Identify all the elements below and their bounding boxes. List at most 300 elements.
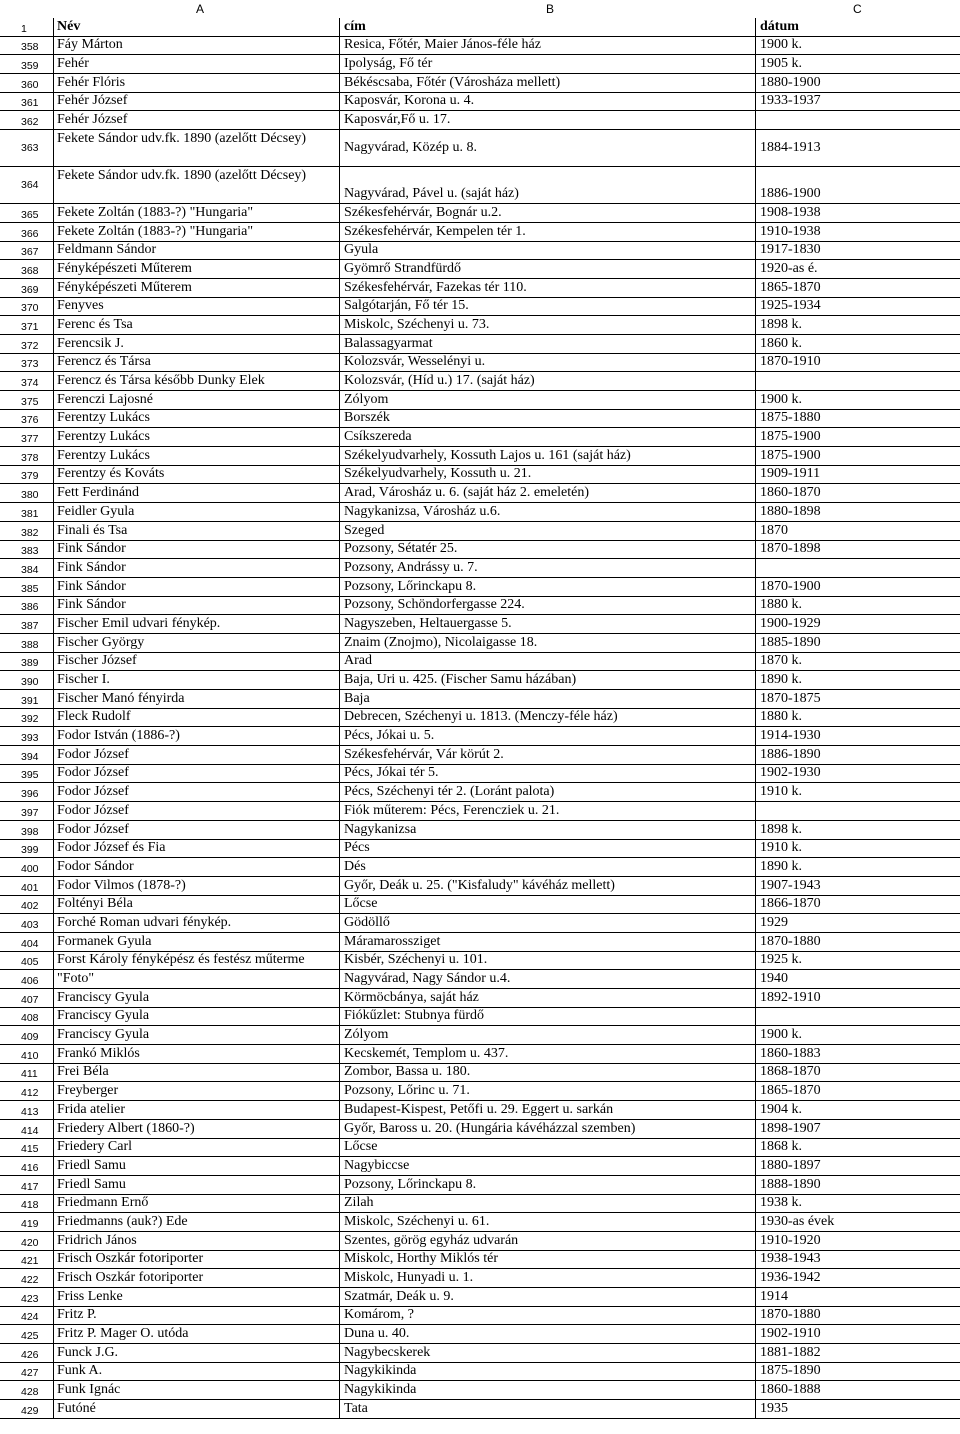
address-cell[interactable]: Szentes, görög egyház udvarán	[340, 1232, 756, 1250]
date-cell[interactable]: 1870-1880	[760, 933, 821, 949]
address-cell[interactable]: Resica, Főtér, Maier János-féle ház	[340, 37, 756, 55]
address-cell[interactable]: Zombor, Bassa u. 180.	[340, 1064, 756, 1082]
date-cell[interactable]: 1870-1875	[760, 690, 821, 706]
date-cell[interactable]: 1910-1920	[760, 1232, 821, 1248]
address-cell[interactable]: Zólyom	[340, 391, 756, 409]
date-cell[interactable]: 1890 k.	[760, 672, 802, 687]
date-cell[interactable]	[756, 1008, 960, 1026]
row-number[interactable]: 396	[0, 783, 54, 801]
address-cell[interactable]: Székesfehérvár, Bognár u.2.	[340, 204, 756, 222]
name-cell[interactable]: Fink Sándor	[54, 597, 340, 615]
address-cell[interactable]: Miskolc, Horthy Miklós tér	[340, 1251, 756, 1269]
row-number[interactable]: 393	[0, 727, 54, 745]
date-cell[interactable]: 1886-1890	[760, 746, 821, 762]
row-number[interactable]: 398	[0, 821, 54, 839]
address-cell[interactable]: Pozsony, Lőrinckapu 8.	[340, 1176, 756, 1194]
row-number[interactable]: 399	[0, 840, 54, 858]
name-cell[interactable]: Friedl Samu	[54, 1157, 340, 1175]
row-number[interactable]: 378	[0, 447, 54, 465]
date-cell[interactable]: 1881-1882	[760, 1344, 821, 1360]
date-cell[interactable]: 1902-1910	[760, 1326, 821, 1342]
date-cell[interactable]: 1902-1930	[760, 765, 821, 781]
row-number[interactable]: 373	[0, 354, 54, 372]
name-cell[interactable]: Fekete Zoltán (1883-?) "Hungaria"	[54, 204, 340, 222]
date-cell[interactable]: 1880 k.	[760, 597, 802, 613]
name-cell[interactable]: Fodor Sándor	[54, 858, 340, 876]
row-number[interactable]: 382	[0, 522, 54, 540]
date-cell[interactable]: 1900 k.	[760, 391, 802, 407]
address-cell[interactable]: Kaposvár, Korona u. 4.	[340, 93, 756, 111]
address-cell[interactable]: Székelyudvarhely, Kossuth u. 21.	[340, 466, 756, 484]
name-cell[interactable]: Fischer József	[54, 653, 340, 671]
column-letter-c[interactable]: C	[853, 2, 862, 16]
date-cell[interactable]: 1890 k.	[760, 858, 802, 874]
date-cell[interactable]	[756, 559, 960, 577]
row-number[interactable]: 391	[0, 690, 54, 708]
row-number[interactable]: 376	[0, 410, 54, 428]
row-number[interactable]: 375	[0, 391, 54, 409]
date-cell[interactable]: 1898 k.	[760, 821, 802, 837]
name-cell[interactable]: Formanek Gyula	[54, 933, 340, 951]
row-number[interactable]: 418	[0, 1195, 54, 1213]
name-cell[interactable]: Frida atelier	[54, 1101, 340, 1119]
address-cell[interactable]: Arad, Városház u. 6. (saját ház 2. emeletén)	[340, 484, 756, 502]
name-cell[interactable]: Fekete Zoltán (1883-?) "Hungaria"	[54, 223, 340, 241]
date-cell[interactable]: 1910-1938	[760, 223, 821, 239]
date-cell[interactable]: 1886-1900	[760, 186, 821, 202]
date-cell[interactable]: 1940	[760, 971, 788, 986]
address-cell[interactable]: Pozsony, Lőrinckapu 8.	[340, 578, 756, 596]
address-cell[interactable]: Kolozsvár, Wesselényi u.	[340, 354, 756, 372]
column-letter-b[interactable]: B	[546, 2, 555, 16]
name-cell[interactable]: Fischer György	[54, 634, 340, 652]
address-cell[interactable]: Duna u. 40.	[340, 1325, 756, 1343]
row-number[interactable]: 425	[0, 1325, 54, 1343]
name-cell[interactable]: Friedery Carl	[54, 1139, 340, 1157]
address-cell[interactable]: Nagyvárad, Közép u. 8.	[340, 130, 756, 166]
date-cell[interactable]: 1909-1911	[760, 466, 821, 482]
address-cell[interactable]: Budapest-Kispest, Petőfi u. 29. Eggert u. sarkán	[340, 1101, 756, 1119]
date-cell[interactable]: 1917-1830	[760, 242, 821, 258]
name-cell[interactable]: Fodor József	[54, 765, 340, 783]
name-cell[interactable]: Fehér József	[54, 111, 340, 129]
address-cell[interactable]: Gyömrő Strandfürdő	[340, 260, 756, 278]
row-number[interactable]: 394	[0, 746, 54, 764]
address-cell[interactable]: Lőcse	[340, 1139, 756, 1157]
row-number[interactable]: 410	[0, 1045, 54, 1063]
name-cell[interactable]: Franciscy Gyula	[54, 1008, 340, 1026]
row-number[interactable]: 428	[0, 1381, 54, 1399]
address-cell[interactable]: Znaim (Znojmo), Nicolaigasse 18.	[340, 634, 756, 652]
row-number[interactable]: 385	[0, 578, 54, 596]
address-cell[interactable]: Nagyvárad, Pável u. (saját ház)	[340, 167, 756, 203]
row-number[interactable]: 405	[0, 952, 54, 970]
date-cell[interactable]: 1860-1888	[760, 1382, 821, 1398]
name-cell[interactable]: Fischer Manó fényirda	[54, 690, 340, 708]
address-cell[interactable]: Dés	[340, 858, 756, 876]
date-cell[interactable]: 1898-1907	[760, 1120, 821, 1136]
name-cell[interactable]: Fodor István (1886-?)	[54, 727, 340, 745]
address-cell[interactable]: Pécs	[340, 840, 756, 858]
date-cell[interactable]: 1905 k.	[760, 56, 802, 72]
row-number[interactable]: 421	[0, 1251, 54, 1269]
row-number[interactable]: 411	[0, 1064, 54, 1082]
name-cell[interactable]: Fodor József	[54, 746, 340, 764]
date-cell[interactable]: 1875-1890	[760, 1363, 821, 1379]
row-number[interactable]: 403	[0, 914, 54, 932]
date-cell[interactable]: 1900-1929	[760, 615, 821, 631]
name-cell[interactable]: Fehér József	[54, 93, 340, 111]
address-cell[interactable]: Csíkszereda	[340, 428, 756, 446]
name-cell[interactable]: Forst Károly fényképész és festész műterme	[54, 952, 340, 970]
address-cell[interactable]: Baja, Uri u. 425. (Fischer Samu házában)	[340, 671, 756, 689]
date-cell[interactable]: 1907-1943	[760, 877, 821, 893]
row-number[interactable]: 381	[0, 503, 54, 521]
row-number[interactable]: 395	[0, 765, 54, 783]
date-cell[interactable]: 1875-1880	[760, 410, 821, 426]
address-cell[interactable]: Győr, Baross u. 20. (Hungária kávéházzal szemben)	[340, 1120, 756, 1138]
date-cell[interactable]: 1880 k.	[760, 709, 802, 725]
name-cell[interactable]: Ferencz és Társa	[54, 354, 340, 372]
row-number[interactable]: 429	[0, 1400, 54, 1418]
date-cell[interactable]: 1865-1870	[760, 279, 821, 295]
name-cell[interactable]: Funk Ignác	[54, 1381, 340, 1399]
date-cell[interactable]: 1933-1937	[760, 93, 821, 109]
name-cell[interactable]: Frankó Miklós	[54, 1045, 340, 1063]
date-cell[interactable]: 1870	[760, 522, 788, 538]
name-cell[interactable]: Fenyves	[54, 298, 340, 316]
name-cell[interactable]: Franciscy Gyula	[54, 989, 340, 1007]
address-cell[interactable]: Nagybecskerek	[340, 1344, 756, 1362]
date-cell[interactable]: 1870-1898	[760, 541, 821, 557]
address-cell[interactable]: Nagyszeben, Heltauergasse 5.	[340, 615, 756, 633]
name-cell[interactable]: Ferentzy Lukács	[54, 410, 340, 428]
date-cell[interactable]: 1938 k.	[760, 1195, 802, 1211]
address-cell[interactable]: Kaposvár,Fő u. 17.	[340, 111, 756, 129]
name-cell[interactable]: Fett Ferdinánd	[54, 484, 340, 502]
address-cell[interactable]: Arad	[340, 653, 756, 671]
name-cell[interactable]: Finali és Tsa	[54, 522, 340, 540]
name-cell[interactable]: Fodor József	[54, 802, 340, 820]
date-cell[interactable]: 1925-1934	[760, 298, 821, 314]
name-cell[interactable]: Foltényi Béla	[54, 896, 340, 914]
row-number[interactable]: 423	[0, 1288, 54, 1306]
address-cell[interactable]: Ipolyság, Fő tér	[340, 55, 756, 73]
date-cell[interactable]: 1908-1938	[760, 204, 821, 220]
table-row	[0, 1157, 960, 1176]
address-cell[interactable]: Lőcse	[340, 896, 756, 914]
row-number[interactable]: 383	[0, 541, 54, 559]
name-cell[interactable]: Fodor József	[54, 783, 340, 801]
date-cell[interactable]: 1860-1883	[760, 1045, 821, 1061]
row-number[interactable]: 412	[0, 1082, 54, 1100]
name-cell[interactable]: Fritz P. Mager O. utóda	[54, 1325, 340, 1343]
address-cell[interactable]: Szeged	[340, 522, 756, 540]
row-number[interactable]: 415	[0, 1139, 54, 1157]
name-cell[interactable]: Fink Sándor	[54, 541, 340, 559]
row-number[interactable]: 360	[0, 74, 54, 92]
name-cell[interactable]: Ferenc és Tsa	[54, 316, 340, 334]
row-number[interactable]: 392	[0, 709, 54, 727]
date-cell[interactable]: 1860-1870	[760, 485, 821, 501]
row-number[interactable]: 362	[0, 111, 54, 129]
date-cell[interactable]: 1875-1900	[760, 447, 821, 463]
name-cell[interactable]: Fritz P.	[54, 1307, 340, 1325]
date-cell[interactable]: 1920-as é.	[760, 260, 818, 276]
header-address[interactable]: cím	[340, 18, 756, 36]
date-cell[interactable]: 1914-1930	[760, 728, 821, 744]
address-cell[interactable]: Székesfehérvár, Kempelen tér 1.	[340, 223, 756, 241]
row-number[interactable]: 422	[0, 1269, 54, 1287]
header-name[interactable]: Név	[54, 18, 340, 36]
name-cell[interactable]: Fischer I.	[54, 671, 340, 689]
date-cell[interactable]: 1875-1900	[760, 429, 821, 445]
name-cell[interactable]: Fleck Rudolf	[54, 709, 340, 727]
column-letter-a[interactable]: A	[196, 2, 205, 16]
address-cell[interactable]: Tata	[340, 1400, 756, 1418]
row-number[interactable]: 370	[0, 298, 54, 316]
row-number[interactable]: 366	[0, 223, 54, 241]
date-cell[interactable]: 1870-1910	[760, 354, 821, 370]
row-number[interactable]: 419	[0, 1213, 54, 1231]
address-cell[interactable]: Zilah	[340, 1195, 756, 1213]
address-cell[interactable]: Kisbér, Széchenyi u. 101.	[340, 952, 756, 970]
name-cell[interactable]: Friedery Albert (1860-?)	[54, 1120, 340, 1138]
date-cell[interactable]: 1860 k.	[760, 335, 802, 351]
date-cell[interactable]: 1892-1910	[760, 989, 821, 1005]
date-cell[interactable]	[756, 802, 960, 820]
date-cell[interactable]: 1888-1890	[760, 1176, 821, 1192]
row-number[interactable]: 388	[0, 634, 54, 652]
address-cell[interactable]: Szatmár, Deák u. 9.	[340, 1288, 756, 1306]
date-cell[interactable]: 1880-1898	[760, 503, 821, 519]
address-cell[interactable]: Nagykanizsa, Városház u.6.	[340, 503, 756, 521]
date-cell[interactable]: 1935	[760, 1400, 788, 1416]
address-cell[interactable]: Balassagyarmat	[340, 335, 756, 353]
date-cell[interactable]: 1870-1900	[760, 578, 821, 594]
date-cell[interactable]: 1898 k.	[760, 316, 802, 332]
date-cell[interactable]: 1865-1870	[760, 1083, 821, 1099]
address-cell[interactable]: Borszék	[340, 410, 756, 428]
name-cell[interactable]: Frisch Oszkár fotoriporter	[54, 1269, 340, 1287]
name-cell[interactable]: Fekete Sándor udv.fk. 1890 (azelőtt Décsey)	[54, 167, 340, 203]
table-row	[0, 223, 960, 242]
name-cell[interactable]: Friss Lenke	[54, 1288, 340, 1306]
name-cell[interactable]: Franciscy Gyula	[54, 1026, 340, 1044]
name-cell[interactable]: Fodor József és Fia	[54, 840, 340, 858]
row-number[interactable]: 400	[0, 858, 54, 876]
name-cell[interactable]: Ferentzy Lukács	[54, 428, 340, 446]
date-cell[interactable]: 1868-1870	[760, 1064, 821, 1080]
address-cell[interactable]: Miskolc, Hunyadi u. 1.	[340, 1269, 756, 1287]
name-cell[interactable]: Frei Béla	[54, 1064, 340, 1082]
row-number[interactable]: 390	[0, 671, 54, 689]
name-cell[interactable]: Ferencz és Társa később Dunky Elek	[54, 372, 340, 390]
address-cell[interactable]: Fiók műterem: Pécs, Ferencziek u. 21.	[340, 802, 756, 820]
table-row	[0, 167, 960, 204]
address-cell[interactable]: Pécs, Széchenyi tér 2. (Loránt palota)	[340, 783, 756, 801]
date-cell[interactable]: 1884-1913	[760, 140, 821, 156]
table-row	[0, 74, 960, 93]
address-cell[interactable]: Gyula	[340, 242, 756, 260]
address-cell[interactable]: Győr, Deák u. 25. ("Kisfaludy" kávéház mellett)	[340, 877, 756, 895]
name-cell[interactable]: Ferenczi Lajosné	[54, 391, 340, 409]
date-cell[interactable]: 1900 k.	[760, 37, 802, 53]
name-cell[interactable]: Fridrich János	[54, 1232, 340, 1250]
row-number[interactable]: 426	[0, 1344, 54, 1362]
date-cell[interactable]: 1925 k.	[760, 952, 802, 968]
row-number[interactable]: 384	[0, 559, 54, 577]
row-number[interactable]: 401	[0, 877, 54, 895]
address-cell[interactable]: Békéscsaba, Főtér (Városháza mellett)	[340, 74, 756, 92]
row-number[interactable]: 377	[0, 428, 54, 446]
date-cell[interactable]: 1904 k.	[760, 1101, 802, 1117]
row-number[interactable]: 363	[0, 130, 54, 166]
row-number[interactable]: 358	[0, 37, 54, 55]
address-cell[interactable]: Pozsony, Andrássy u. 7.	[340, 559, 756, 577]
row-number[interactable]: 406	[0, 970, 54, 988]
address-cell[interactable]: Körmöcbánya, saját ház	[340, 989, 756, 1007]
date-cell[interactable]: 1885-1890	[760, 634, 821, 650]
row-number[interactable]: 361	[0, 93, 54, 111]
name-cell[interactable]: Fényképészeti Műterem	[54, 260, 340, 278]
row-number[interactable]: 372	[0, 335, 54, 353]
row-number[interactable]: 417	[0, 1176, 54, 1194]
address-cell[interactable]: Miskolc, Széchenyi u. 73.	[340, 316, 756, 334]
row-number[interactable]: 387	[0, 615, 54, 633]
row-number[interactable]: 420	[0, 1232, 54, 1250]
row-number[interactable]: 427	[0, 1363, 54, 1381]
address-cell[interactable]: Kolozsvár, (Híd u.) 17. (saját ház)	[340, 372, 756, 390]
date-cell[interactable]: 1910 k.	[760, 784, 802, 800]
address-cell[interactable]: Pécs, Jókai tér 5.	[340, 765, 756, 783]
name-cell[interactable]: Feldmann Sándor	[54, 242, 340, 260]
address-cell[interactable]: Kecskemét, Templom u. 437.	[340, 1045, 756, 1063]
name-cell[interactable]: Fodor József	[54, 821, 340, 839]
name-cell[interactable]: Fischer Emil udvari fénykép.	[54, 615, 340, 633]
address-cell[interactable]: Pozsony, Sétatér 25.	[340, 541, 756, 559]
date-cell[interactable]	[756, 372, 960, 390]
row-number[interactable]: 416	[0, 1157, 54, 1175]
name-cell[interactable]: Funk A.	[54, 1363, 340, 1381]
name-cell[interactable]: Forché Roman udvari fénykép.	[54, 914, 340, 932]
address-cell[interactable]: Székelyudvarhely, Kossuth Lajos u. 161 (saját ház)	[340, 447, 756, 465]
address-cell[interactable]: Debrecen, Széchenyi u. 1813. (Menczy-féle ház)	[340, 709, 756, 727]
date-cell[interactable]: 1866-1870	[760, 896, 821, 912]
date-cell[interactable]: 1870-1880	[760, 1307, 821, 1323]
table-row	[0, 541, 960, 560]
row-number[interactable]: 404	[0, 933, 54, 951]
date-cell[interactable]: 1930-as évek	[760, 1213, 835, 1229]
row-number[interactable]: 365	[0, 204, 54, 222]
date-cell[interactable]: 1914	[760, 1288, 788, 1304]
row-number[interactable]: 402	[0, 896, 54, 914]
date-cell[interactable]: 1870 k.	[760, 653, 802, 669]
row-number[interactable]: 379	[0, 466, 54, 484]
name-cell[interactable]: Fáy Márton	[54, 37, 340, 55]
date-cell[interactable]: 1880-1897	[760, 1157, 821, 1173]
name-cell[interactable]: Frisch Oszkár fotoriporter	[54, 1251, 340, 1269]
row-number[interactable]: 414	[0, 1120, 54, 1138]
date-cell[interactable]: 1929	[760, 914, 788, 930]
row-number[interactable]: 374	[0, 372, 54, 390]
row-number[interactable]: 409	[0, 1026, 54, 1044]
address-cell[interactable]: Pozsony, Schöndorfergasse 224.	[340, 597, 756, 615]
row-number[interactable]: 359	[0, 55, 54, 73]
date-cell[interactable]	[756, 111, 960, 129]
date-cell[interactable]: 1868 k.	[760, 1139, 802, 1155]
address-cell[interactable]: Komárom, ?	[340, 1307, 756, 1325]
name-cell[interactable]: Futóné	[54, 1400, 340, 1418]
row-number[interactable]: 389	[0, 653, 54, 671]
address-cell[interactable]: Baja	[340, 690, 756, 708]
row-number[interactable]: 364	[0, 167, 54, 203]
date-cell[interactable]: 1880-1900	[760, 74, 821, 90]
address-cell[interactable]: Fiókűzlet: Stubnya fürdő	[340, 1008, 756, 1026]
row-number[interactable]: 397	[0, 802, 54, 820]
address-cell[interactable]: Nagyvárad, Nagy Sándor u.4.	[340, 970, 756, 988]
name-cell[interactable]: Fodor Vilmos (1878-?)	[54, 877, 340, 895]
header-date[interactable]: dátum	[760, 18, 799, 34]
address-cell[interactable]: Nagykanizsa	[340, 821, 756, 839]
date-cell[interactable]: 1900 k.	[760, 1027, 802, 1043]
name-cell[interactable]: "Foto"	[54, 970, 340, 988]
address-cell[interactable]: Zólyom	[340, 1026, 756, 1044]
address-cell[interactable]: Pozsony, Lőrinc u. 71.	[340, 1082, 756, 1100]
name-cell[interactable]: Fehér	[54, 55, 340, 73]
name-cell[interactable]: Friedl Samu	[54, 1176, 340, 1194]
name-cell[interactable]: Fényképészeti Műterem	[54, 279, 340, 297]
row-number[interactable]: 424	[0, 1307, 54, 1325]
date-cell[interactable]: 1938-1943	[760, 1251, 821, 1267]
row-number[interactable]: 369	[0, 279, 54, 297]
address-cell[interactable]: Nagybiccse	[340, 1157, 756, 1175]
name-cell[interactable]: Fekete Sándor udv.fk. 1890 (azelőtt Décsey)	[54, 130, 340, 166]
name-cell[interactable]: Ferentzy Lukács	[54, 447, 340, 465]
row-number[interactable]: 413	[0, 1101, 54, 1119]
address-cell[interactable]: Székesfehérvár, Vár körút 2.	[340, 746, 756, 764]
address-cell[interactable]: Salgótarján, Fő tér 15.	[340, 298, 756, 316]
name-cell[interactable]: Friedmann Ernő	[54, 1195, 340, 1213]
row-number[interactable]: 1	[0, 18, 54, 36]
name-cell[interactable]: Fink Sándor	[54, 578, 340, 596]
name-cell[interactable]: Ferencsik J.	[54, 335, 340, 353]
name-cell[interactable]: Friedmanns (auk?) Ede	[54, 1213, 340, 1231]
row-number[interactable]: 380	[0, 484, 54, 502]
date-cell[interactable]: 1936-1942	[760, 1270, 821, 1285]
row-number[interactable]: 386	[0, 597, 54, 615]
row-number[interactable]: 408	[0, 1008, 54, 1026]
name-cell[interactable]: Fehér Flóris	[54, 74, 340, 92]
name-cell[interactable]: Funck J.G.	[54, 1344, 340, 1362]
address-cell[interactable]: Máramarossziget	[340, 933, 756, 951]
name-cell[interactable]: Fink Sándor	[54, 559, 340, 577]
address-cell[interactable]: Nagykikinda	[340, 1363, 756, 1381]
address-cell[interactable]: Gödöllő	[340, 914, 756, 932]
address-cell[interactable]: Pécs, Jókai u. 5.	[340, 727, 756, 745]
name-cell[interactable]: Feidler Gyula	[54, 503, 340, 521]
row-number[interactable]: 368	[0, 260, 54, 278]
address-cell[interactable]: Miskolc, Széchenyi u. 61.	[340, 1213, 756, 1231]
row-number[interactable]: 367	[0, 242, 54, 260]
date-cell[interactable]: 1910 k.	[760, 840, 802, 856]
row-number[interactable]: 371	[0, 316, 54, 334]
address-cell[interactable]: Székesfehérvár, Fazekas tér 110.	[340, 279, 756, 297]
name-cell[interactable]: Freyberger	[54, 1082, 340, 1100]
row-number[interactable]: 407	[0, 989, 54, 1007]
name-cell[interactable]: Ferentzy és Kováts	[54, 466, 340, 484]
address-cell[interactable]: Nagykikinda	[340, 1381, 756, 1399]
